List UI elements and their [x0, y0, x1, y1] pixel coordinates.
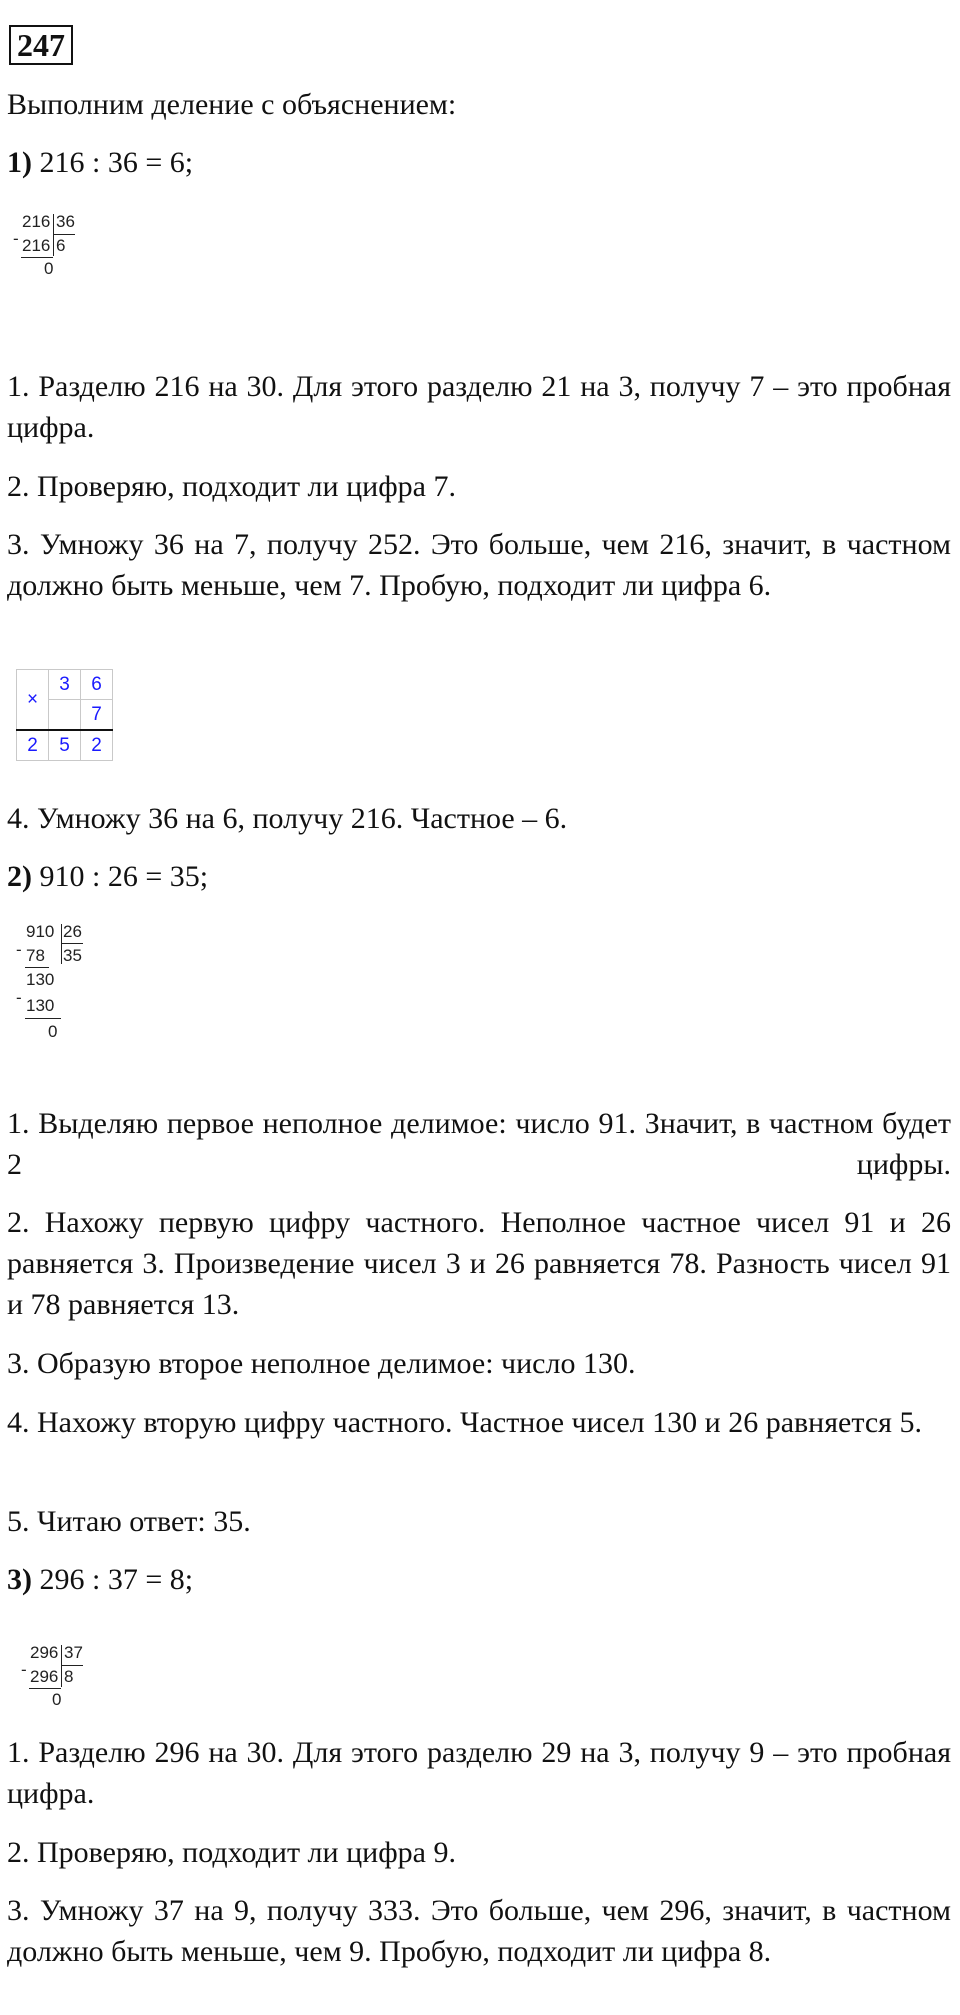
part1-step1: 1. Разделю 216 на 30. Для этого разделю 21 на 3, получу 7 – это пробная цифра. [7, 370, 951, 444]
part2-step1: 1. Выделяю первое неполное делимое: число 91. Значит, в частном будет 2 цифры. [7, 1107, 951, 1181]
intro-text: Выполним деление с объяснением: [7, 88, 457, 121]
subtract-line [21, 257, 53, 258]
subtrahend: 78 [26, 946, 45, 965]
subtrahend: 216 [22, 236, 51, 255]
subtract-line [29, 1688, 61, 1689]
mul-cell: 6 [81, 670, 113, 700]
quotient-line [61, 943, 83, 944]
quotient: 8 [64, 1667, 74, 1686]
mul-cell: 3 [49, 670, 81, 700]
times-sign: × [17, 670, 49, 731]
long-division-1 [12, 212, 92, 302]
quotient-line [61, 1665, 83, 1666]
part3-step3: 3. Умножу 37 на 9, получу 333. Это больше, чем 296, значит, в частном должно быть меньше, чем 9. Пробую, подходит ли цифра 8. [7, 1894, 951, 1968]
remainder: 0 [44, 259, 54, 278]
part1-step3: 3. Умножу 36 на 7, получу 252. Это больше, чем 216, значит, в частном должно быть меньше, чем 7. Пробую, подходит ли цифра 6. [7, 528, 951, 602]
part3-heading [7, 1559, 951, 1600]
minus-sign: - [21, 1660, 27, 1679]
part2-step5: 5. Читаю ответ: 35. [7, 1505, 251, 1538]
task-number: 247 [9, 25, 73, 65]
remainder: 0 [52, 1690, 62, 1709]
quotient-line [53, 234, 75, 235]
part3-label: 3) [7, 1563, 32, 1596]
part1-step4: 4. Умножу 36 на 6, получу 216. Частное – 6. [7, 802, 568, 835]
part3-step2: 2. Проверяю, подходит ли цифра 9. [7, 1836, 456, 1869]
subtrahend: 296 [30, 1667, 59, 1686]
part2-step2: 2. Нахожу первую цифру частного. Неполное частное чисел 91 и 26 равняется 3. Произведение чисел 3 и 26 равняется 78. Разность чисел 91 и 78 равняется 13. [7, 1206, 951, 1321]
long-division-3 [20, 1643, 100, 1723]
mul-result-cell: 2 [17, 730, 49, 761]
divisor: 36 [56, 212, 75, 231]
division-bar [61, 924, 62, 964]
part2-equation: 910 : 26 = 35; [39, 860, 209, 893]
part2-heading [7, 856, 951, 897]
part2-step3: 3. Образую второе неполное делимое: число 130. [7, 1347, 636, 1380]
part2-step4: 4. Нахожу вторую цифру частного. Частное чисел 130 и 26 равняется 5. [7, 1406, 922, 1439]
part3-equation: 296 : 37 = 8; [39, 1563, 194, 1596]
minus-sign: - [16, 940, 22, 959]
division-bar [53, 214, 54, 256]
dividend: 296 [30, 1643, 59, 1662]
part1-step2: 2. Проверяю, подходит ли цифра 7. [7, 470, 456, 503]
subtract-line [25, 967, 49, 968]
dividend: 910 [26, 922, 55, 941]
quotient: 6 [56, 236, 66, 255]
remainder: 0 [48, 1022, 58, 1041]
part3-step1: 1. Разделю 296 на 30. Для этого разделю 29 на 3, получу 9 – это пробная цифра. [7, 1736, 951, 1810]
minus-sign: - [16, 988, 22, 1007]
part1-label: 1) [7, 146, 32, 179]
part1-equation: 216 : 36 = 6; [39, 146, 194, 179]
subtract-line [25, 1018, 61, 1019]
quotient: 35 [63, 946, 82, 965]
mul-result-cell: 5 [49, 730, 81, 761]
mul-cell: 7 [81, 700, 113, 731]
part2-label: 2) [7, 860, 32, 893]
part1-heading [7, 142, 951, 183]
minus-sign: - [13, 229, 19, 248]
dividend: 216 [22, 212, 51, 231]
multiplication-table [16, 669, 113, 761]
partial-dividend: 130 [26, 970, 55, 989]
divisor: 26 [63, 922, 82, 941]
mul-cell [49, 700, 81, 731]
subtrahend-2: 130 [26, 996, 55, 1015]
division-bar [61, 1645, 62, 1687]
mul-result-cell: 2 [81, 730, 113, 761]
long-division-2 [14, 922, 104, 1072]
divisor: 37 [64, 1643, 83, 1662]
